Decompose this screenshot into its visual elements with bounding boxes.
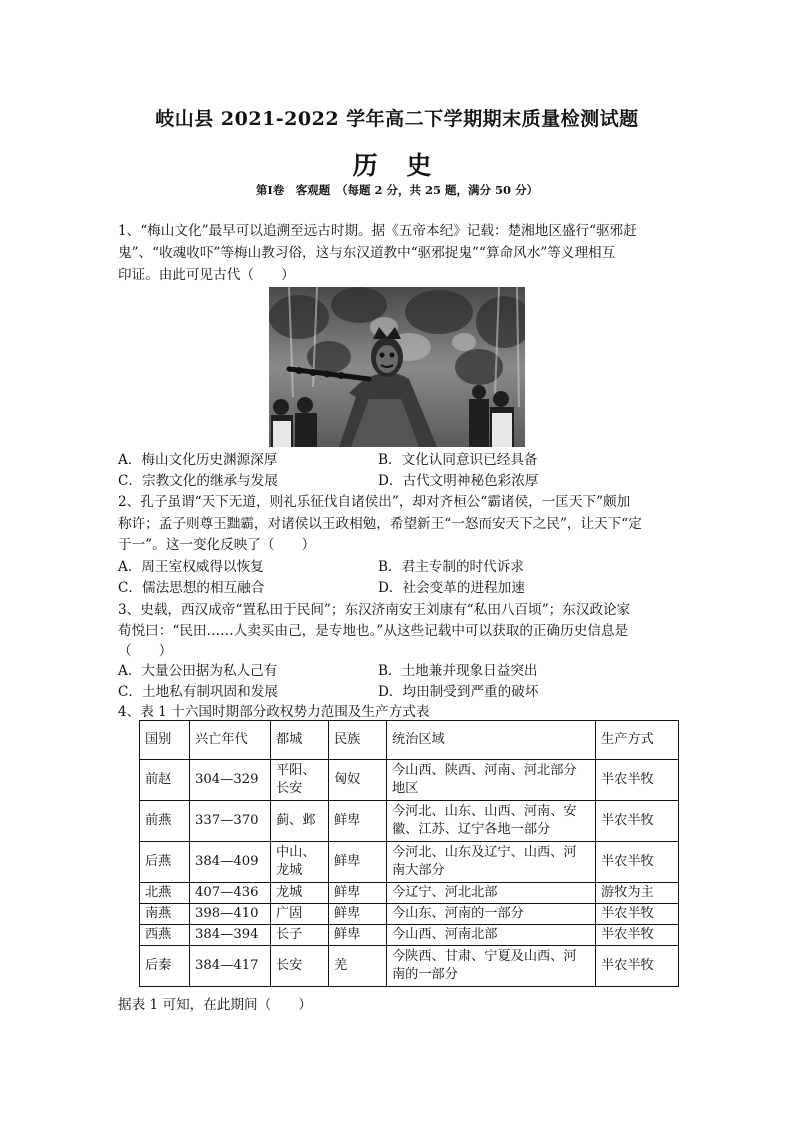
q2-line-1: 2、孔子虽谓“天下无道，则礼乐征伐自诸侯出”，却对齐桓公“霸诸侯，一匡天下”颇加 — [118, 494, 631, 510]
table-cell: 西燕 — [140, 925, 190, 946]
table-row — [140, 925, 679, 946]
table-cell: 半农半牧 — [596, 842, 679, 883]
q3-line-2: 荀悦曰：“民田……人卖买由己，是专地也。”从这些记载中可以获取的正确历史信息是 — [118, 623, 629, 639]
q3-option-b: B．土地兼并现象日益突出 — [378, 663, 538, 679]
table-cell: 中山、 龙城 — [271, 842, 329, 883]
header-cell: 生产方式 — [596, 721, 679, 760]
table-row — [140, 760, 679, 801]
photo-illustration — [269, 287, 525, 447]
table-cell: 407—436 — [190, 883, 271, 904]
q1-option-a: A．梅山文化历史渊源深厚 — [118, 452, 278, 468]
table-cell: 今辽宁、河北北部 — [387, 883, 596, 904]
table-cell: 今山西、陕西、河南、河北部分 地区 — [387, 760, 596, 801]
q2-option-a: A．周王室权威得以恢复 — [118, 559, 264, 575]
table-cell: 337—370 — [190, 801, 271, 842]
table-row — [140, 946, 679, 987]
q1-option-b: B．文化认同意识已经具备 — [378, 452, 538, 468]
q2-option-b: B．君主专制的时代诉求 — [378, 559, 524, 575]
table-cell: 平阳、 长安 — [271, 760, 329, 801]
q2-line-3: 于一”。这一变化反映了（ ） — [118, 537, 316, 553]
table-cell: 半农半牧 — [596, 946, 679, 987]
header-cell: 统治区域 — [387, 721, 596, 760]
table-cell: 前赵 — [140, 760, 190, 801]
table-row — [140, 904, 679, 925]
exam-title: 岐山县 2021-2022 学年高二下学期期末质量检测试题 — [155, 108, 639, 130]
table-cell: 384—394 — [190, 925, 271, 946]
table-row — [140, 842, 679, 883]
table-cell: 羌 — [329, 946, 387, 987]
q1-line-1: 1、“梅山文化”最早可以追溯至远古时期。据《五帝本纪》记载：楚湘地区盛行“驱邪赶 — [118, 223, 637, 239]
q4-stem: 据表 1 可知，在此期间（ ） — [118, 997, 313, 1013]
q1-line-2: 鬼”、“收魂收吓”等梅山教习俗，这与东汉道教中“驱邪捉鬼”“算命风水”等义理相互 — [118, 245, 616, 261]
table-cell: 304—329 — [190, 760, 271, 801]
q3-option-d: D．均田制受到严重的破坏 — [378, 684, 539, 700]
table-cell: 半农半牧 — [596, 925, 679, 946]
table-cell: 后燕 — [140, 842, 190, 883]
q3-option-c: C．土地私有制巩固和发展 — [118, 684, 278, 700]
table-cell: 鲜卑 — [329, 904, 387, 925]
q1-line-3: 印证。由此可见古代（ ） — [118, 267, 295, 283]
header-cell: 国别 — [140, 721, 190, 760]
section-heading: 第Ⅰ卷 客观题 （每题 2 分，共 25 题，满分 50 分） — [255, 183, 539, 197]
table-cell: 北燕 — [140, 883, 190, 904]
table-row — [140, 801, 679, 842]
table-cell: 南燕 — [140, 904, 190, 925]
regimes-table — [139, 720, 679, 987]
table-cell: 今山东、河南的一部分 — [387, 904, 596, 925]
q4-intro: 4、表 1 十六国时期部分政权势力范围及生产方式表 — [118, 704, 430, 720]
table-cell: 长安 — [271, 946, 329, 987]
header-cell: 都城 — [271, 721, 329, 760]
q3-line-1: 3、史载，西汉成帝“置私田于民间”；东汉济南安王刘康有“私田八百顷”；东汉政论家 — [118, 602, 631, 618]
table-cell: 今河北、山东、山西、河南、安 徽、江苏、辽宁各地一部分 — [387, 801, 596, 842]
table-cell: 蓟、邺 — [271, 801, 329, 842]
table-cell: 鲜卑 — [329, 883, 387, 904]
q1-option-d: D．古代文明神秘色彩浓厚 — [378, 473, 539, 489]
table-cell: 今山西、河南北部 — [387, 925, 596, 946]
meishan-ritual-photo — [269, 287, 525, 447]
q3-option-a: A．大量公田据为私人己有 — [118, 663, 278, 679]
table-cell: 今河北、山东及辽宁、山西、河 南大部分 — [387, 842, 596, 883]
table-cell: 后秦 — [140, 946, 190, 987]
q2-option-c: C．儒法思想的相互融合 — [118, 580, 265, 596]
q2-option-d: D．社会变革的进程加速 — [378, 580, 525, 596]
table-row — [140, 883, 679, 904]
table-cell: 游牧为主 — [596, 883, 679, 904]
table-cell: 半农半牧 — [596, 801, 679, 842]
header-cell: 民族 — [329, 721, 387, 760]
table-cell: 半农半牧 — [596, 904, 679, 925]
table-cell: 半农半牧 — [596, 760, 679, 801]
table-cell: 龙城 — [271, 883, 329, 904]
table-cell: 鲜卑 — [329, 925, 387, 946]
table-cell: 384—417 — [190, 946, 271, 987]
table-cell: 鲜卑 — [329, 842, 387, 883]
subject-title: 历 史 — [352, 151, 442, 180]
q1-option-c: C．宗教文化的继承与发展 — [118, 473, 278, 489]
table-cell: 今陕西、甘肃、宁夏及山西、河 南的一部分 — [387, 946, 596, 987]
table-cell: 398—410 — [190, 904, 271, 925]
table-cell: 匈奴 — [329, 760, 387, 801]
table-cell: 广固 — [271, 904, 329, 925]
table-cell: 长子 — [271, 925, 329, 946]
header-cell: 兴亡年代 — [190, 721, 271, 760]
q2-line-2: 称许；孟子则尊王黜霸，对诸侯以王政相勉，希望新王“一怒而安天下之民”，让天下“定 — [118, 516, 642, 532]
q3-line-3: （ ） — [118, 643, 173, 659]
table-cell: 384—409 — [190, 842, 271, 883]
table-cell: 鲜卑 — [329, 801, 387, 842]
table-cell: 前燕 — [140, 801, 190, 842]
table-header-row — [140, 721, 679, 760]
